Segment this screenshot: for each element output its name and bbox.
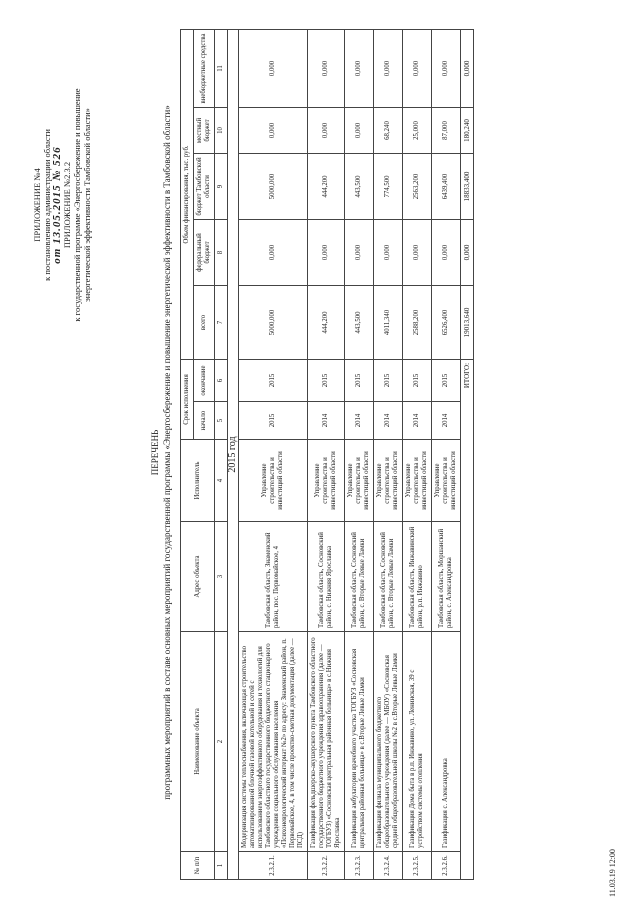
row-total: 443,500 xyxy=(345,285,374,359)
row-end: 2015 xyxy=(308,359,345,401)
table-row xyxy=(374,29,403,879)
program-label: к государственной программе «Энергосбережение и повышение xyxy=(72,88,82,322)
table-row xyxy=(432,29,461,879)
row-name: Газификация с. Александровка xyxy=(432,632,461,852)
row-local: 87,000 xyxy=(432,107,461,153)
year-row: 2015 год xyxy=(228,29,239,879)
colnum: 11 xyxy=(215,29,228,107)
colnum: 1 xyxy=(215,852,228,880)
table-row xyxy=(403,29,432,879)
row-executor: Управление строительства и инвестиций области xyxy=(403,440,432,522)
row-name: Газификация филиала муниципального бюджетного общеобразовательного учреждения (далее — МБОУ) «Сосновская средней общеобразовательной школы №2 в с.Вторые Левые Ламки xyxy=(374,632,403,852)
row-federal: 0,000 xyxy=(308,219,345,285)
decree-handwritten: от 13.05.2015 № 526 xyxy=(51,146,63,264)
row-total: 4011,340 xyxy=(374,285,403,359)
decree-label: к постановлению администрации области xyxy=(42,129,52,281)
row-total: 444,200 xyxy=(308,285,345,359)
row-federal: 0,000 xyxy=(432,219,461,285)
row-address: Тамбовская область, Инжавинский район, р.п. Инжавино xyxy=(403,522,432,632)
row-end: 2015 xyxy=(374,359,403,401)
row-regional: 774,500 xyxy=(374,153,403,219)
row-executor: Управление строительства и инвестиций области xyxy=(308,440,345,522)
row-regional: 443,500 xyxy=(345,153,374,219)
colnum: 2 xyxy=(215,632,228,852)
row-address: Тамбовская область, Сосновский район, с. Нижняя Ярославка xyxy=(308,522,345,632)
row-num: 2.3.2.3. xyxy=(345,852,374,880)
row-name: Газификация Дома быта в р.п. Инжавино, ул. Ленинская, 39 с устройством системы отопления xyxy=(403,632,432,852)
colnum: 10 xyxy=(215,107,228,153)
row-start: 2014 xyxy=(432,402,461,440)
row-num: 2.3.2.5. xyxy=(403,852,432,880)
row-num: 2.3.2.1. xyxy=(239,852,308,880)
row-regional: 6439,400 xyxy=(432,153,461,219)
row-local: 68,240 xyxy=(374,107,403,153)
row-executor: Управление строительства и инвестиций области xyxy=(239,440,308,522)
row-federal: 0,000 xyxy=(239,219,308,285)
header-name: Наименование объекта xyxy=(181,632,215,852)
row-local: 0,000 xyxy=(345,107,374,153)
row-executor: Управление строительства и инвестиций области xyxy=(432,440,461,522)
document-subtitle: программных мероприятий в составе основных мероприятий государственной программы «Энергосбережение и повышение энергетической эффективности в Тамбовской области» xyxy=(162,105,172,800)
colnum: 5 xyxy=(215,402,228,440)
row-address: Тамбовская область, Сосновский район, с. Вторые Левые Ламки xyxy=(345,522,374,632)
program-label-2: энергетической эффективности Тамбовской области» xyxy=(82,108,92,302)
row-address: Тамбовская область, Знаменский район, пос. Первомайское, 4 xyxy=(239,522,308,632)
row-end: 2015 xyxy=(345,359,374,401)
colnum: 4 xyxy=(215,440,228,522)
row-end: 2015 xyxy=(403,359,432,401)
header-term: Срок исполнения xyxy=(181,359,194,439)
appendix-header xyxy=(32,40,92,370)
colnum: 6 xyxy=(215,359,228,401)
header-local: местный бюджет xyxy=(194,107,215,153)
row-total: 2588,200 xyxy=(403,285,432,359)
row-regional: 444,200 xyxy=(308,153,345,219)
itogo-extrabudget: 0,000 xyxy=(461,29,474,107)
row-address: Тамбовская область, Моршанский район, с. Александровка xyxy=(432,522,461,632)
row-regional: 2563,200 xyxy=(403,153,432,219)
header-start: начало xyxy=(194,402,215,440)
row-total: 6526,400 xyxy=(432,285,461,359)
row-executor: Управление строительства и инвестиций области xyxy=(345,440,374,522)
row-name: Модернизация системы теплоснабжения, включающая строительство автоматизированной блочной газовой котельной и сетей с использованием энергоэффективного оборудования и технологий для Тамбовского областного государственного бюджетного стационарного учреждения социального обслуживания населения «Психоневрологический интернат №2» по адресу: Знаменский район, п. Первомайское, 4, в том числе проектно-сметная документация (далее — ПСД) xyxy=(239,632,308,852)
itogo-local: 180,240 xyxy=(461,107,474,153)
row-local: 25,000 xyxy=(403,107,432,153)
header-executor: Исполнитель xyxy=(181,440,215,522)
header-regional: бюджет Тамбовской области xyxy=(194,153,215,219)
row-end: 2015 xyxy=(239,359,308,401)
document-title: ПЕРЕЧЕНЬ xyxy=(150,429,160,476)
row-federal: 0,000 xyxy=(403,219,432,285)
row-federal: 0,000 xyxy=(374,219,403,285)
row-extrabudget: 0,000 xyxy=(374,29,403,107)
row-num: 2.3.2.2. xyxy=(308,852,345,880)
row-address: Тамбовская область, Сосновский район, с. Вторые Левые Ламки xyxy=(374,522,403,632)
row-start: 2014 xyxy=(374,402,403,440)
itogo-regional: 18833,400 xyxy=(461,153,474,219)
row-start: 2014 xyxy=(308,402,345,440)
header-federal: федеральный бюджет xyxy=(194,219,215,285)
measures-table xyxy=(180,29,474,880)
row-regional: 5000,000 xyxy=(239,153,308,219)
row-name: Газификация амбулатории врачебного участка ТОГБУЗ «Сосновская центральная районная больница» в с.Вторые Левые Ламки xyxy=(345,632,374,852)
row-executor: Управление строительства и инвестиций области xyxy=(374,440,403,522)
row-num: 2.3.2.4. xyxy=(374,852,403,880)
header-financing: Объем финансирования, тыс. руб. xyxy=(181,29,194,359)
colnum: 3 xyxy=(215,522,228,632)
itogo-total: 19013,640 xyxy=(461,285,474,359)
row-name: Газификация фельдшерско-акушерского пункта Тамбовского областного государственного бюджетного учреждения здравоохранения (далее — ТОГБУЗ) «Сосновская центральная районная больница» в с.Нижняя Ярославка xyxy=(308,632,345,852)
print-timestamp: 11.03.19 12:00 xyxy=(608,849,617,897)
itogo-federal: 0,000 xyxy=(461,219,474,285)
row-start: 2014 xyxy=(403,402,432,440)
row-extrabudget: 0,000 xyxy=(403,29,432,107)
header-address: Адрес объекта xyxy=(181,522,215,632)
row-extrabudget: 0,000 xyxy=(345,29,374,107)
row-local: 0,000 xyxy=(308,107,345,153)
header-extrabudget: внебюджетные средства xyxy=(194,29,215,107)
row-end: 2015 xyxy=(432,359,461,401)
table-row xyxy=(308,29,345,879)
row-extrabudget: 0,000 xyxy=(432,29,461,107)
row-extrabudget: 0,000 xyxy=(308,29,345,107)
table-row xyxy=(239,29,308,879)
colnum: 7 xyxy=(215,285,228,359)
row-extrabudget: 0,000 xyxy=(239,29,308,107)
appendix-program-label: ПРИЛОЖЕНИЕ №2.3.2 xyxy=(62,161,72,249)
row-federal: 0,000 xyxy=(345,219,374,285)
row-start: 2015 xyxy=(239,402,308,440)
row-num: 2.3.2.6. xyxy=(432,852,461,880)
colnum: 9 xyxy=(215,153,228,219)
table-row xyxy=(345,29,374,879)
colnum: 8 xyxy=(215,219,228,285)
itogo-label: ИТОГО: xyxy=(461,359,474,879)
header-end: окончание xyxy=(194,359,215,401)
appendix-label: ПРИЛОЖЕНИЕ №4 xyxy=(32,168,42,242)
row-local: 0,000 xyxy=(239,107,308,153)
row-total: 5000,000 xyxy=(239,285,308,359)
header-num: № п/п xyxy=(181,852,215,880)
row-start: 2014 xyxy=(345,402,374,440)
header-total: всего xyxy=(194,285,215,359)
